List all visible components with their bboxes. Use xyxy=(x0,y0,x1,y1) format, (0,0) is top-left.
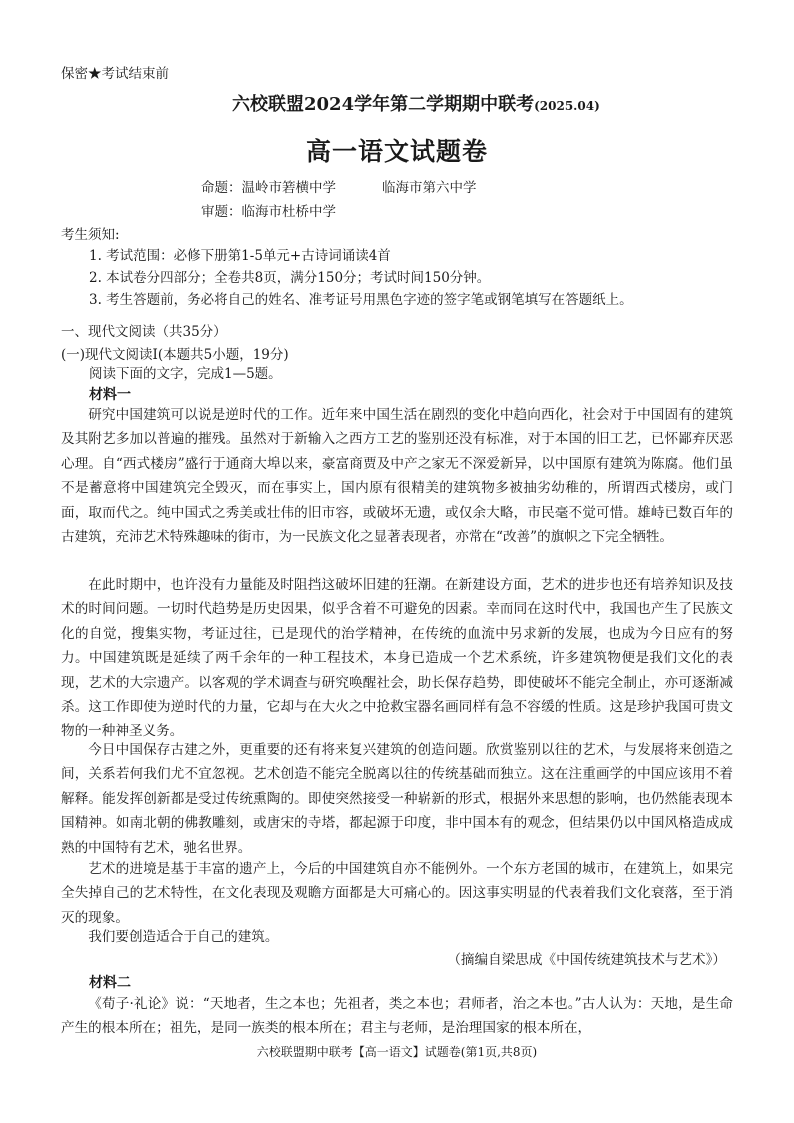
notice-heading: 考生须知: xyxy=(61,227,120,243)
confidential-label: 保密★考试结束前 xyxy=(61,66,169,82)
reading-instruction: 阅读下面的文字，完成1—5题。 xyxy=(89,366,282,382)
reviewer-school: 审题：临海市杜桥中学 xyxy=(201,204,336,220)
page-footer: 六校联盟期中联考【高一语文】试题卷(第1页,共8页) xyxy=(256,1045,538,1059)
material-1-paragraph: 艺术的进境是基于丰富的遗产上，今后的中国建筑自亦不能例外。一个东方老国的城市，在建筑上，如果完全失掉自己的艺术特性，在文化表现及观瞻方面都是大可痛心的。因这事实明显的代表着我们文化衰落，至于消灭的现象。 xyxy=(61,861,733,926)
material-1-paragraph: 我们要创造适合于自己的建筑。 xyxy=(88,929,279,945)
material-1-paragraph: 研究中国建筑可以说是逆时代的工作。近年来中国生活在剧烈的变化中趋向西化，社会对于中国固有的建筑及其附艺多加以普遍的摧残。虽然对于新输入之西方工艺的鉴别还没有标准，对于本国的旧工艺，已怀鄙弃厌恶心理。自“西式楼房”盛行于通商大埠以来，豪富商贾及中产之家无不深爱新异，以中国原有建筑为陈腐。他们虽不是蓄意将中国建筑完全毁灭，而在事实上，国内原有很精美的建筑物多被抽劣幼稚的，所谓西式楼房，或门面，取而代之。纯中国式之秀美或壮伟的旧市容，或破坏无遗，或仅余大略，市民毫不觉可惜。雄峙已数百年的古建筑，充沛艺术特殊趣味的街市，为一民族文化之显著表现者，亦常在“改善”的旗帜之下完全牺牲。 xyxy=(61,407,733,546)
exam-title-text: 六校联盟2024学年第二学期期中联考 xyxy=(232,94,535,115)
notice-item: 2. 本试卷分四部分；全卷共8页，满分150分；考试时间150分钟。 xyxy=(89,270,491,286)
notice-item: 3. 考生答题前，务必将自己的姓名、准考证号用黑色字迹的签字笔或钢笔填写在答题纸上。 xyxy=(89,292,633,308)
material-1-paragraph: 在此时期中，也许没有力量能及时阻挡这破坏旧建的狂潮。在新建设方面，艺术的进步也还有培养知识及技术的时间问题。一切时代趋势是历史因果，似乎含着不可避免的因素。幸而同在这时代中，我国也产生了民族文化的自觉，搜集实物，考证过往，已是现代的治学精神，在传统的血流中另求新的发展，也成为今日应有的努力。中国建筑既是延续了两千余年的一种工程技术，本身已造成一个艺术系统，许多建筑物便是我们文化的表现，艺术的大宗遗产。以客观的学术调查与研究唤醒社会，助长保存趋势，即使破坏不能完全制止，亦可逐渐减杀。这工作即使为逆时代的力量，它却与在大火之中抢救宝器名画同样有急不容缓的性质。这是珍护我国可贵文物的一种神圣义务。 xyxy=(61,577,733,740)
material-1-label: 材料一 xyxy=(89,387,131,403)
notice-item: 1. 考试范围：必修下册第1-5单元+古诗词诵读4首 xyxy=(89,248,391,264)
paper-title: 高一语文试题卷 xyxy=(305,137,488,166)
material-2-paragraph: 《荀子·礼论》说：“天地者，生之本也；先祖者，类之本也；君师者，治之本也。”古人认为：天地，是生命产生的根本所在；祖先，是同一族类的根本所在；君主与老师，是治理国家的根本所在， xyxy=(61,996,733,1037)
material-1-paragraph: 今日中国保存古建之外，更重要的还有将来复兴建筑的创造问题。欣赏鉴别以往的艺术，与发展将来创造之间，关系若何我们尤不宜忽视。艺术创造不能完全脱离以往的传统基础而独立。这在注重画学的中国应该用不着解释。能发挥创新都是受过传统熏陶的。即使突然接受一种崭新的形式，根据外来思想的影响，也仍然能表现本国精神。如南北朝的佛教雕刻，或唐宋的寺塔，都起源于印度，非中国本有的观念，但结果仍以中国风格造成成熟的中国特有艺术，驰名世界。 xyxy=(61,742,733,856)
setter-school-1: 命题：温岭市箬横中学 xyxy=(201,180,336,196)
section-subtitle: (一)现代文阅读I(本题共5小题，19分) xyxy=(61,347,289,363)
section-title: 一、现代文阅读（共35分） xyxy=(61,324,227,340)
exam-date: (2025.04) xyxy=(534,99,600,113)
exam-title xyxy=(232,90,600,116)
material-2-label: 材料二 xyxy=(89,975,131,991)
setter-school-2: 临海市第六中学 xyxy=(382,180,477,196)
material-1-source: （摘编自梁思成《中国传统建筑技术与艺术》） xyxy=(447,952,726,968)
